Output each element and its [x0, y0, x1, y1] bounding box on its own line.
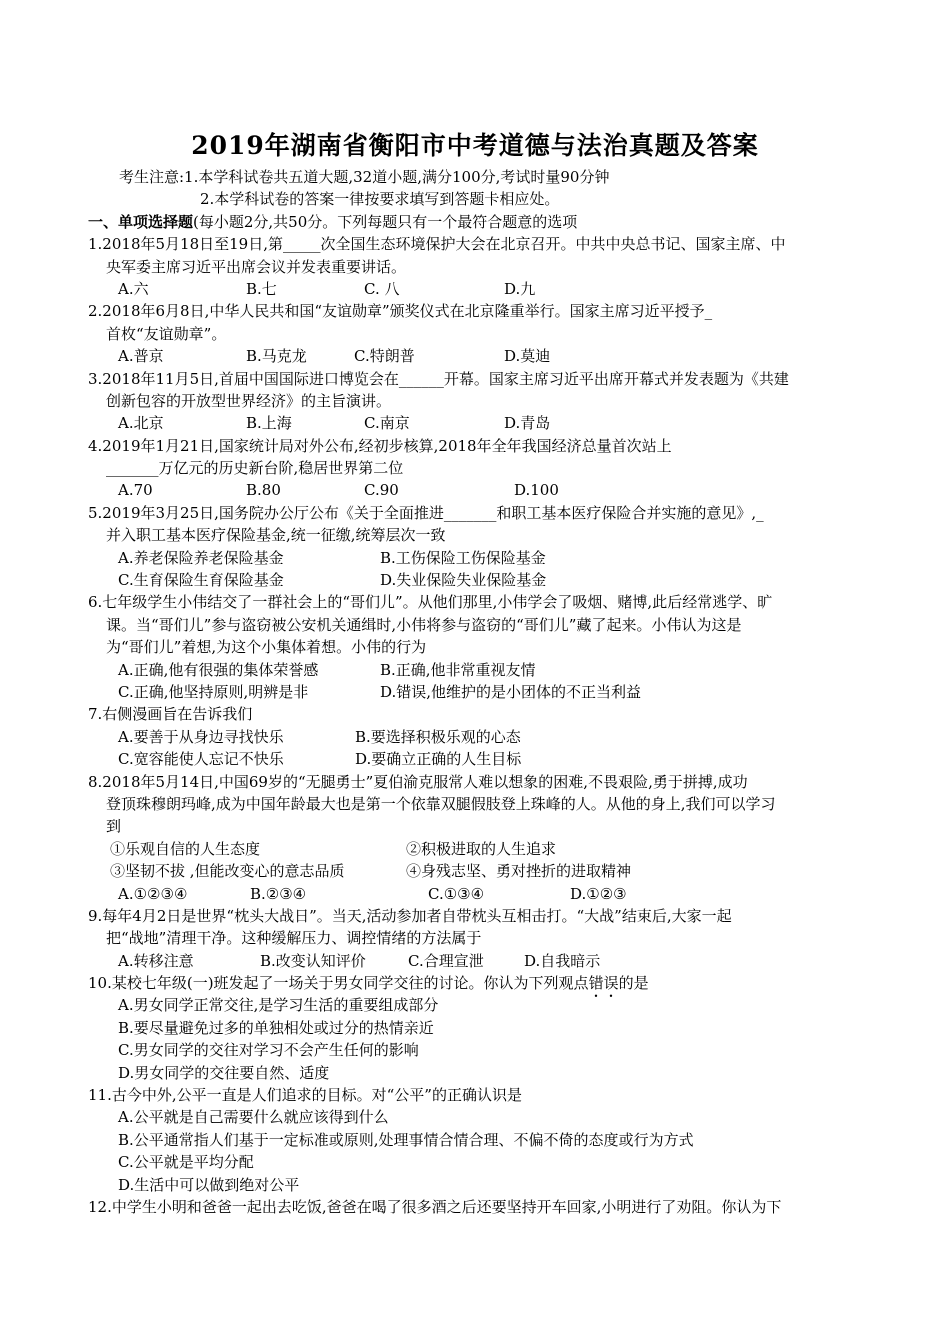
question-2-line-1: 2.2018年6月8日,中华人民共和国“友谊勋章”颁奖仪式在北京隆重举行。国家主席习近平授予_ — [88, 302, 713, 321]
option-d: D.青岛 — [504, 414, 551, 433]
question-8-items-row-2 — [88, 860, 878, 882]
question-7-options-row-1 — [88, 726, 878, 748]
statement-1: ①乐观自信的人生态度 — [110, 839, 261, 858]
question-2-options — [88, 345, 878, 367]
question-10-tail: 的是 — [618, 974, 649, 993]
question-6-line-3: 为“哥们儿”着想,为这个小集体着想。小伟的行为 — [106, 638, 427, 657]
question-8-items-row-1 — [88, 838, 878, 860]
question-3-line-2: 创新包容的开放型世界经济》的主旨演讲。 — [106, 391, 392, 410]
statement-4: ④身残志坚、勇对挫折的进取精神 — [406, 862, 632, 881]
option-a: A.北京 — [118, 414, 164, 433]
option-c: C.正确,他坚持原则,明辨是非 — [118, 682, 309, 701]
option-a: A.养老保险养老保险基金 — [118, 548, 284, 567]
question-11-option-d: D.生活中可以做到绝对公平 — [118, 1175, 300, 1194]
question-6-line-2: 课。当“哥们儿”参与盗窃被公安机关通缉时,小伟将参与盗窃的“哥们儿”藏了起来。小伟认为这是 — [106, 615, 742, 634]
question-6-options-row-1 — [88, 659, 878, 681]
option-a: A.六 — [118, 279, 149, 298]
question-6-options-row-2 — [88, 681, 878, 703]
option-a: A.要善于从身边寻找快乐 — [118, 727, 284, 746]
option-d: D.九 — [504, 279, 536, 298]
question-9-line-2: 把“战地”清理干净。这种缓解压力、调控情绪的方法属于 — [106, 929, 482, 948]
question-7-line-1: 7.右侧漫画旨在告诉我们 — [88, 705, 253, 724]
option-d: D.自我暗示 — [524, 951, 601, 970]
question-1-options — [88, 278, 878, 300]
section-label: 一、单项选择题 — [88, 212, 194, 231]
option-c: C.90 — [364, 481, 399, 500]
question-10-text: 10.某校七年级(一)班发起了一场关于男女同学交往的讨论。你认为下列观点 — [88, 974, 589, 993]
option-c: C.南京 — [364, 414, 410, 433]
option-c: C.合理宣泄 — [408, 951, 484, 970]
statement-2: ②积极进取的人生追求 — [406, 839, 557, 858]
option-d: D.失业保险失业保险基金 — [380, 571, 547, 590]
option-b: B.工伤保险工伤保险基金 — [380, 548, 546, 567]
question-11-line-1: 11.古今中外,公平一直是人们追求的目标。对“公平”的正确认识是 — [88, 1086, 522, 1105]
notice-line-1: 考生注意:1.本学科试卷共五道大题,32道小题,满分100分,考试时量90分钟 — [119, 168, 610, 186]
question-4-line-2: _______万亿元的历史新台阶,稳居世界第二位 — [106, 459, 404, 478]
question-6-line-1: 6.七年级学生小伟结交了一群社会上的“哥们儿”。从他们那里,小伟学会了吸烟、赌博,此后经常逃学、旷 — [88, 593, 773, 612]
question-8-options — [88, 883, 878, 905]
question-1-line-2: 央军委主席习近平出席会议并发表重要讲话。 — [106, 257, 407, 276]
option-b: B.80 — [246, 481, 281, 500]
question-5-line-2: 并入职工基本医疗保险基金,统一征缴,统筹层次一致 — [106, 526, 446, 545]
option-b: B.改变认知评价 — [260, 951, 366, 970]
option-c: C. 八 — [364, 279, 400, 298]
question-10-option-d: D.男女同学的交往要自然、适度 — [118, 1063, 330, 1082]
question-5-options-row-2 — [88, 569, 878, 591]
exam-content — [88, 166, 878, 1218]
question-2-line-2: 首枚“友谊勋章”。 — [106, 324, 227, 343]
option-d: D.①②③ — [570, 884, 627, 903]
option-c: C.特朗普 — [354, 347, 415, 366]
option-d: D.错误,他维护的是小团体的不正当利益 — [380, 682, 642, 701]
question-8-line-1: 8.2018年5月14日,中国69岁的“无腿勇士”夏伯渝克服常人难以想象的困难,不畏艰险,勇于拼搏,成功 — [88, 772, 748, 791]
question-5-options-row-1 — [88, 547, 878, 569]
question-11-option-a: A.公平就是自己需要什么就应该得到什么 — [118, 1108, 389, 1127]
statement-3: ③坚韧不拔 ,但能改变心的意志品质 — [110, 862, 345, 881]
option-b: B.上海 — [246, 414, 292, 433]
question-7-options-row-2 — [88, 748, 878, 770]
question-1-line-1: 1.2018年5月18日至19日,第_____次全国生态环境保护大会在北京召开。中共中央总书记、国家主席、中 — [88, 235, 786, 254]
question-11-option-c: C.公平就是平均分配 — [118, 1153, 254, 1172]
option-a: A.①②③④ — [118, 884, 188, 903]
question-10-option-a: A.男女同学正常交往,是学习生活的重要组成部分 — [118, 996, 439, 1015]
option-b: B.七 — [246, 279, 277, 298]
question-8-line-2: 登顶珠穆朗玛峰,成为中国年龄最大也是第一个依靠双腿假肢登上珠峰的人。从他的身上,我们可以学习 — [106, 794, 776, 813]
question-11-option-b: B.公平通常指人们基于一定标准或原则,处理事情合情合理、不偏不倚的态度或行为方式 — [118, 1130, 694, 1149]
page-title: 2019年湖南省衡阳市中考道德与法治真题及答案 — [191, 131, 759, 160]
question-12-line-1: 12.中学生小明和爸爸一起出去吃饭,爸爸在喝了很多酒之后还要坚持开车回家,小明进行了劝阻。你认为下 — [88, 1197, 782, 1216]
question-9-line-1: 9.每年4月2日是世界“枕头大战日”。当天,活动参加者自带枕头互相击打。“大战”结束后,大家一起 — [88, 906, 732, 925]
option-a: A.普京 — [118, 347, 164, 366]
section-heading — [88, 211, 878, 233]
question-3-options — [88, 412, 878, 434]
question-10-option-b: B.要尽量避免过多的单独相处或过分的热情亲近 — [118, 1018, 434, 1037]
option-c: C.①③④ — [428, 884, 485, 903]
question-3-line-1: 3.2018年11月5日,首届中国国际进口博览会在______开幕。国家主席习近平出席开幕式并发表题为《共建 — [88, 369, 789, 388]
option-a: A.70 — [118, 481, 153, 500]
question-10-line-1 — [88, 972, 878, 994]
option-a: A.正确,他有很强的集体荣誉感 — [118, 660, 319, 679]
option-b: B.②③④ — [250, 884, 307, 903]
question-4-options — [88, 479, 878, 501]
question-5-line-1: 5.2019年3月25日,国务院办公厅公布《关于全面推进_______和职工基本医疗保险合并实施的意见》,_ — [88, 503, 764, 522]
section-instructions: (每小题2分,共50分。下列每题只有一个最符合题意的选项 — [193, 212, 578, 231]
question-4-line-1: 4.2019年1月21日,国家统计局对外公布,经初步核算,2018年全年我国经济总量首次站上 — [88, 436, 672, 455]
option-a: A.转移注意 — [118, 951, 194, 970]
option-d: D.100 — [514, 481, 559, 500]
option-d: D.莫迪 — [504, 347, 551, 366]
question-8-line-3: 到 — [106, 817, 122, 836]
option-b: B.马克龙 — [246, 347, 307, 366]
option-d: D.要确立正确的人生目标 — [355, 750, 522, 769]
emphasis-text: 错误 — [588, 974, 619, 993]
option-b: B.正确,他非常重视友情 — [380, 660, 536, 679]
question-9-options — [88, 950, 878, 972]
option-b: B.要选择积极乐观的心态 — [355, 727, 521, 746]
option-c: C.生育保险生育保险基金 — [118, 571, 284, 590]
notice-line-2: 2.本学科试卷的答案一律按要求填写到答题卡相应处。 — [200, 190, 560, 209]
option-c: C.宽容能使人忘记不快乐 — [118, 750, 284, 769]
question-10-option-c: C.男女同学的交往对学习不会产生任何的影响 — [118, 1041, 419, 1060]
